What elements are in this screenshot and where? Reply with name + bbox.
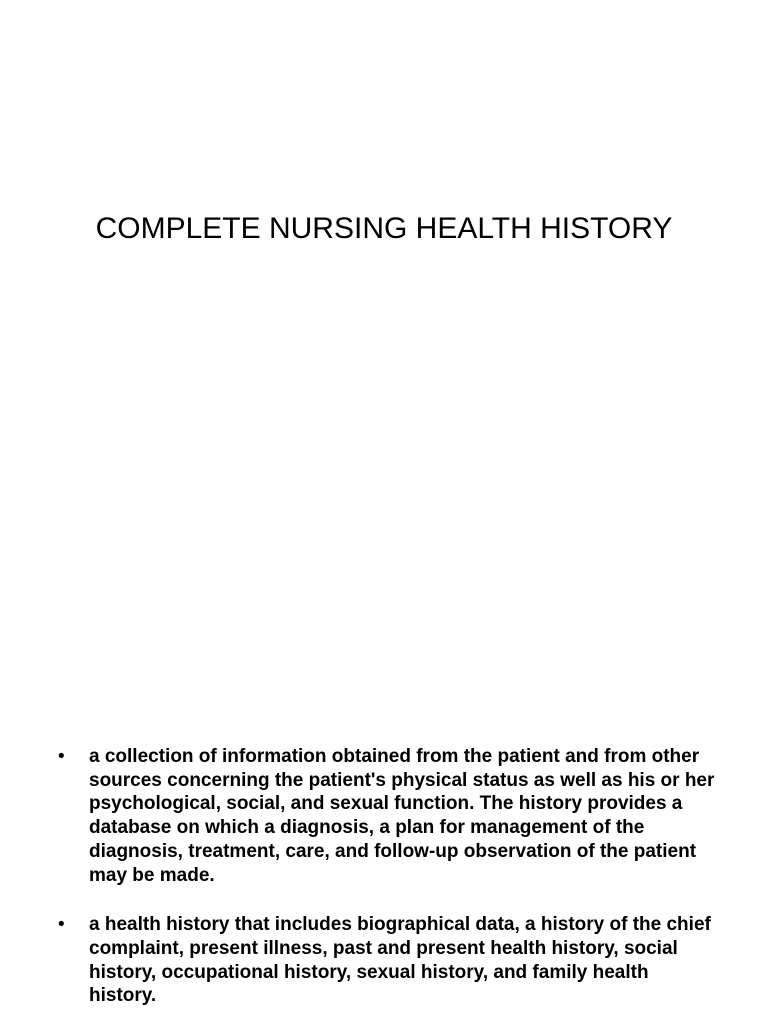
bullet-marker: • <box>58 914 65 936</box>
bullet-item <box>58 745 718 887</box>
bullet-text: a health history that includes biographical data, a history of the chief complaint, present illness, past and present health history, social history, occupational history, sexual history, and family health history. <box>89 914 711 1007</box>
slide-title: COMPLETE NURSING HEALTH HISTORY <box>95 212 673 245</box>
bullet-marker: • <box>58 746 65 767</box>
bullet-list <box>58 745 718 1024</box>
bullet-item <box>58 913 718 1008</box>
bullet-text: a collection of information obtained from the patient and from other sources concerning the patient's physical status as well as his or her psychological, social, and sexual function. The history provides a database on which a diagnosis, a plan for management of the diagnosis, treatment, care, and follow-up observation of the patient may be made. <box>89 746 715 886</box>
